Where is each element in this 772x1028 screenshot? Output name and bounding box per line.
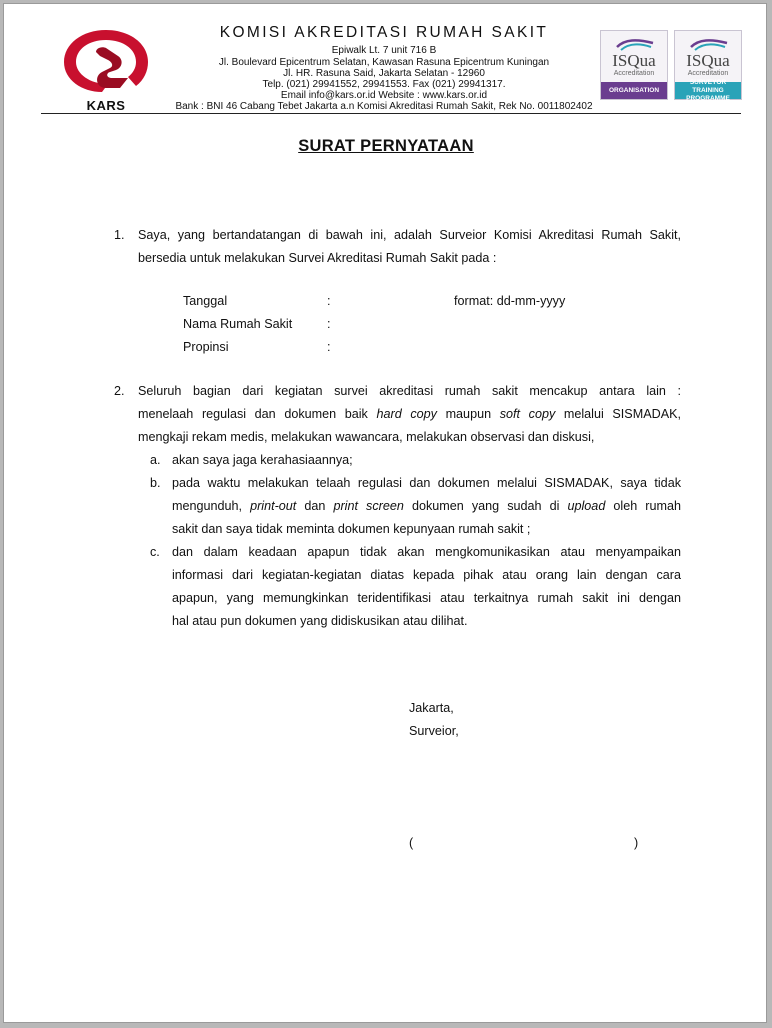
field-label-nama-rumah-sakit: Nama Rumah Sakit <box>183 317 293 331</box>
item2-line: mengkaji rekam medis, melakukan wawancara, melakukan observasi dan diskusi, <box>138 430 595 444</box>
address-line: Jl. HR. Rasuna Said, Jakarta Selatan - 12960 <box>283 68 485 79</box>
sub-b-line: pada waktu melakukan telaah regulasi dan dokumen melalui SISMADAK, saya tidak <box>172 476 681 490</box>
badge-brand: ISQua <box>686 51 730 70</box>
item-number: 1. <box>114 228 125 242</box>
document-page <box>3 3 767 1023</box>
contact-line: Email info@kars.or.id Website : www.kars.or.id <box>280 90 488 101</box>
badge-subtitle: Accreditation <box>613 70 655 77</box>
sub-c-line: dan dalam keadaan apapun tidak akan mengkomunikasikan atau menyampaikan <box>172 545 681 559</box>
signature-open-paren: ( <box>409 836 414 850</box>
isqua-wave-icon <box>615 37 655 51</box>
isqua-wave-icon <box>689 37 729 51</box>
sub-letter: b. <box>150 476 161 490</box>
item1-line: Saya, yang bertandatangan di bawah ini, adalah Surveior Komisi Akreditasi Rumah Sakit, <box>138 228 681 242</box>
item-number: 2. <box>114 384 125 398</box>
signature-close-paren: ) <box>634 836 639 850</box>
kars-logo-icon <box>56 26 156 98</box>
field-colon: : <box>327 294 331 308</box>
badge-subtitle: Accreditation <box>687 70 729 77</box>
badge-band: ORGANISATION <box>601 82 667 99</box>
badge-band: SURVEYOR TRAINING PROGRAMME <box>675 82 741 99</box>
sub-b-line: mengunduh, print-out dan print screen dokumen yang sudah di upload oleh rumah <box>172 499 681 513</box>
sub-c-line: hal atau pun dokumen yang didiskusikan atau dilihat. <box>172 614 468 628</box>
sub-c-line: informasi dari kegiatan-kegiatan diatas kepada pihak atau orang lain dengan cara <box>172 568 681 582</box>
isqua-organisation-badge <box>600 30 668 100</box>
isqua-surveyor-badge <box>674 30 742 100</box>
field-colon: : <box>327 317 331 331</box>
org-title: KOMISI AKREDITASI RUMAH SAKIT <box>219 24 549 41</box>
phone-line: Telp. (021) 29941552, 29941553. Fax (021) 29941317. <box>262 79 506 90</box>
document-title: SURAT PERNYATAAN <box>298 137 474 155</box>
sub-c-line: apapun, yang memungkinkan teridentifikasi atau terkaitnya rumah sakit ini dengan <box>172 591 681 605</box>
header-divider <box>41 113 741 114</box>
kars-logo <box>56 26 156 116</box>
badge-brand: ISQua <box>612 51 656 70</box>
signature-role: Surveior, <box>409 724 459 738</box>
signature-city: Jakarta, <box>409 701 454 715</box>
address-line: Jl. Boulevard Epicentrum Selatan, Kawasan Rasuna Epicentrum Kuningan <box>218 57 550 68</box>
date-format-hint: format: dd-mm-yyyy <box>454 294 566 308</box>
sub-letter: a. <box>150 453 161 467</box>
bank-line: Bank : BNI 46 Cabang Tebet Jakarta a.n Komisi Akreditasi Rumah Sakit, Rek No. 0011802402 <box>175 101 593 112</box>
sub-letter: c. <box>150 545 160 559</box>
item1-line: bersedia untuk melakukan Survei Akreditasi Rumah Sakit pada : <box>138 251 497 265</box>
field-label-propinsi: Propinsi <box>183 340 229 354</box>
address-line: Epiwalk Lt. 7 unit 716 B <box>331 45 437 56</box>
field-label-tanggal: Tanggal <box>183 294 228 308</box>
sub-b-line: sakit dan saya tidak meminta dokumen kepunyaan rumah sakit ; <box>172 522 531 536</box>
logo-text: KARS <box>86 98 126 113</box>
item2-line: menelaah regulasi dan dokumen baik hard copy maupun soft copy melalui SISMADAK, <box>138 407 681 421</box>
field-colon: : <box>327 340 331 354</box>
sub-a-text: akan saya jaga kerahasiaannya; <box>172 453 353 467</box>
item2-line: Seluruh bagian dari kegiatan survei akreditasi rumah sakit mencakup antara lain : <box>138 384 681 398</box>
